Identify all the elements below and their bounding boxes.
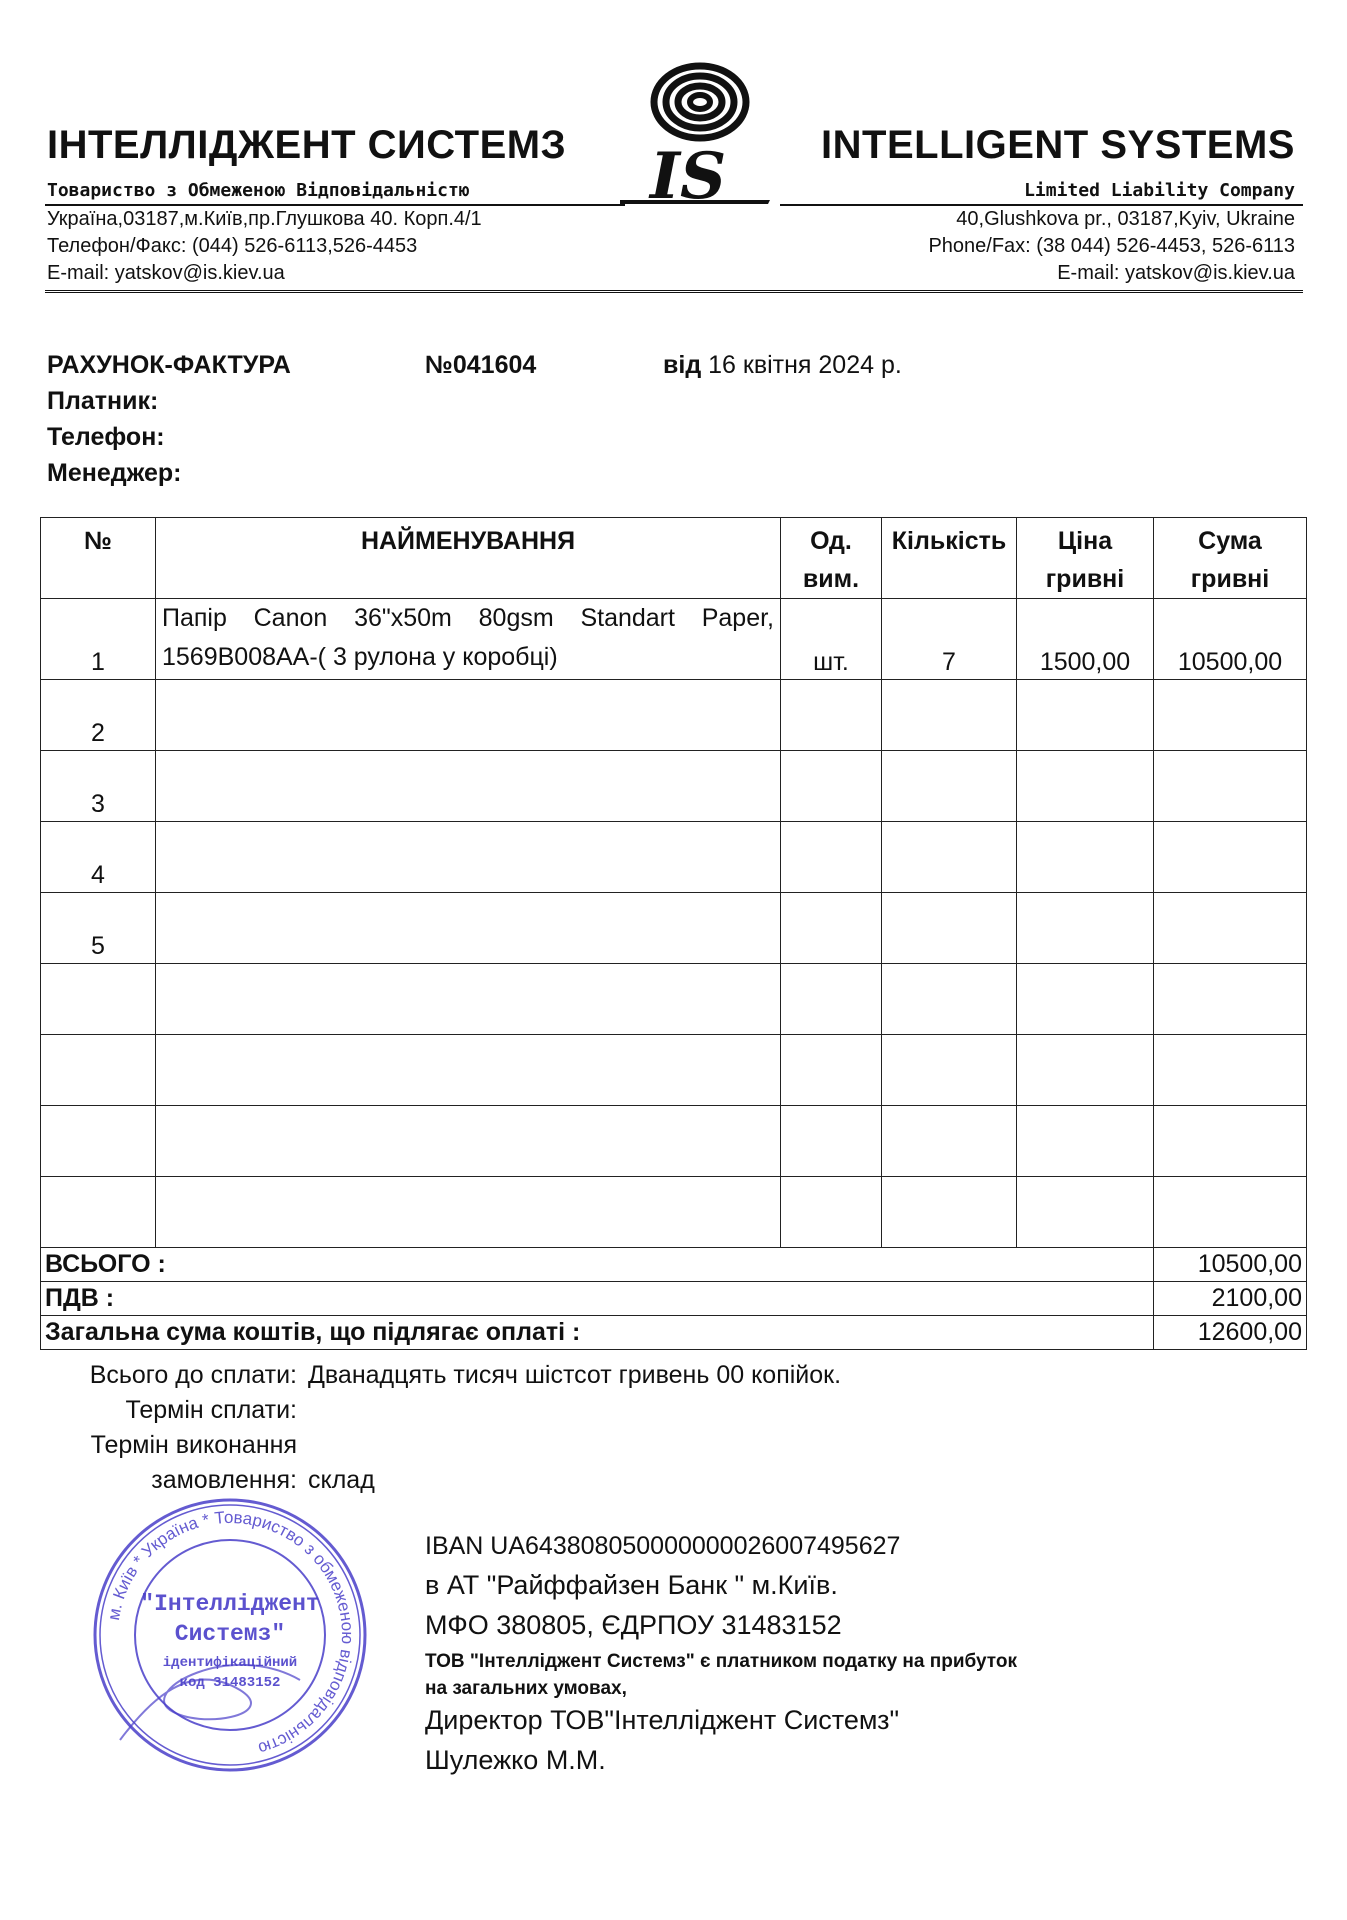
row-qty xyxy=(882,1177,1017,1248)
row-sum: 10500,00 xyxy=(1154,599,1307,680)
table-row xyxy=(41,1106,1307,1177)
col-header-qty: Кількість xyxy=(882,518,1017,599)
svg-text:IS: IS xyxy=(650,139,727,212)
col-header-num: № xyxy=(41,518,156,599)
row-unit xyxy=(781,1177,882,1248)
row-unit xyxy=(781,751,882,822)
items-table xyxy=(40,517,1307,1350)
row-qty xyxy=(882,751,1017,822)
mfo-edrpou: МФО 380805, ЄДРПОУ 31483152 xyxy=(425,1610,842,1640)
total-label: ВСЬОГО : xyxy=(41,1248,1154,1282)
director-title: Директор ТОВ"Інтелліджент Системз" xyxy=(425,1705,900,1735)
row-sum xyxy=(1154,1035,1307,1106)
address-ua: Україна,03187,м.Київ,пр.Глушкова 40. Корп.4/1 xyxy=(47,208,482,230)
llc-label-en: Limited Liability Company xyxy=(1024,180,1295,201)
row-name xyxy=(156,680,781,751)
table-header-row xyxy=(41,518,1307,599)
row-name xyxy=(156,893,781,964)
phone-label: Телефон: xyxy=(47,423,165,451)
address-divider xyxy=(45,290,1303,293)
row-name xyxy=(156,1177,781,1248)
svg-text:м. Київ * Україна * Товариство: м. Київ * Україна * Товариство з обмеженою відповідальністю xyxy=(103,1507,358,1759)
grand-total-row xyxy=(41,1316,1307,1350)
vat-row xyxy=(41,1282,1307,1316)
row-sum xyxy=(1154,1177,1307,1248)
svg-text:Системз": Системз" xyxy=(174,1621,286,1647)
row-price xyxy=(1017,751,1154,822)
row-num: 4 xyxy=(41,822,156,893)
row-price: 1500,00 xyxy=(1017,599,1154,680)
table-row xyxy=(41,964,1307,1035)
company-logo xyxy=(620,62,780,212)
row-qty xyxy=(882,822,1017,893)
table-row xyxy=(41,1177,1307,1248)
row-num xyxy=(41,964,156,1035)
iban: IBAN UA643808050000000026007495627 xyxy=(425,1532,901,1560)
invoice-number: №041604 xyxy=(425,351,537,379)
row-unit xyxy=(781,1106,882,1177)
row-qty xyxy=(882,964,1017,1035)
company-name-ua: ІНТЕЛЛІДЖЕНТ СИСТЕМЗ xyxy=(47,123,567,167)
payment-term-label: Термін сплати: xyxy=(125,1396,297,1424)
phone-ua: Телефон/Факс: (044) 526-6113,526-4453 xyxy=(47,235,418,257)
row-qty xyxy=(882,893,1017,964)
company-name-en: INTELLIGENT SYSTEMS xyxy=(821,123,1295,167)
row-qty xyxy=(882,680,1017,751)
order-label: замовлення: xyxy=(151,1466,297,1494)
col-header-name: НАЙМЕНУВАННЯ xyxy=(156,518,781,599)
grand-total-label: Загальна сума коштів, що підлягає оплаті : xyxy=(41,1316,1154,1350)
row-name xyxy=(156,964,781,1035)
row-qty xyxy=(882,1035,1017,1106)
row-num: 5 xyxy=(41,893,156,964)
row-num xyxy=(41,1106,156,1177)
row-price xyxy=(1017,1035,1154,1106)
table-row xyxy=(41,751,1307,822)
row-price xyxy=(1017,893,1154,964)
table-row xyxy=(41,1035,1307,1106)
grand-total-value: 12600,00 xyxy=(1154,1316,1307,1350)
table-row xyxy=(41,599,1307,680)
svg-text:код 31483152: код 31483152 xyxy=(179,1675,281,1691)
row-unit xyxy=(781,1035,882,1106)
vat-value: 2100,00 xyxy=(1154,1282,1307,1316)
row-num: 3 xyxy=(41,751,156,822)
date-prefix: від xyxy=(663,351,702,379)
bank-name: в АТ "Райффайзен Банк " м.Київ. xyxy=(425,1570,838,1600)
row-price xyxy=(1017,1177,1154,1248)
row-name: Папір Canon 36"x50m 80gsm Standart Paper, 1569B008AA-( 3 рулона у коробці) xyxy=(156,599,781,680)
manager-label: Менеджер: xyxy=(47,459,182,487)
tax-note-line1: ТОВ "Інтелліджент Системз" є платником податку на прибуток xyxy=(425,1651,1017,1672)
phone-en: Phone/Fax: (38 044) 526-4453, 526-6113 xyxy=(928,235,1295,257)
row-unit xyxy=(781,893,882,964)
row-name xyxy=(156,751,781,822)
row-name xyxy=(156,1106,781,1177)
svg-text:"Інтелліджент: "Інтелліджент xyxy=(140,1591,320,1617)
row-unit xyxy=(781,964,882,1035)
row-num xyxy=(41,1035,156,1106)
row-name xyxy=(156,822,781,893)
company-stamp xyxy=(80,1490,380,1780)
row-unit: шт. xyxy=(781,599,882,680)
table-row xyxy=(41,822,1307,893)
col-header-sum: Сума гривні xyxy=(1154,518,1307,599)
invoice-title: РАХУНОК-ФАКТУРА xyxy=(47,351,291,379)
col-header-price: Ціна гривні xyxy=(1017,518,1154,599)
row-unit xyxy=(781,680,882,751)
tax-note-line2: на загальних умовах, xyxy=(425,1678,627,1699)
row-unit xyxy=(781,822,882,893)
address-en: 40,Glushkova pr., 03187,Kyiv, Ukraine xyxy=(956,208,1295,230)
col-header-unit: Од. вим. xyxy=(781,518,882,599)
row-sum xyxy=(1154,822,1307,893)
row-sum xyxy=(1154,751,1307,822)
total-due-label: Всього до сплати: xyxy=(89,1361,297,1389)
row-sum xyxy=(1154,893,1307,964)
row-price xyxy=(1017,964,1154,1035)
email-en: E-mail: yatskov@is.kiev.ua xyxy=(1057,262,1295,284)
row-num xyxy=(41,1177,156,1248)
row-price xyxy=(1017,1106,1154,1177)
invoice-date: 16 квітня 2024 р. xyxy=(708,351,902,379)
payer-label: Платник: xyxy=(47,387,159,415)
address-block-ua xyxy=(47,206,482,287)
total-row xyxy=(41,1248,1307,1282)
director-name: Шулежко М.М. xyxy=(425,1745,606,1775)
row-sum xyxy=(1154,1106,1307,1177)
invoice-date-line xyxy=(663,351,902,380)
row-name xyxy=(156,1035,781,1106)
address-block-en xyxy=(928,206,1295,287)
row-sum xyxy=(1154,680,1307,751)
row-qty xyxy=(882,1106,1017,1177)
row-sum xyxy=(1154,964,1307,1035)
svg-text:ідентифікаційний: ідентифікаційний xyxy=(162,1655,298,1671)
total-value: 10500,00 xyxy=(1154,1248,1307,1282)
table-row xyxy=(41,680,1307,751)
row-num: 2 xyxy=(41,680,156,751)
row-price xyxy=(1017,822,1154,893)
row-qty: 7 xyxy=(882,599,1017,680)
execution-term-value: склад xyxy=(308,1466,375,1494)
total-due-words: Дванадцять тисяч шістсот гривень 00 копійок. xyxy=(308,1361,842,1389)
vat-label: ПДВ : xyxy=(41,1282,1154,1316)
email-ua: E-mail: yatskov@is.kiev.ua xyxy=(47,262,285,284)
table-row xyxy=(41,893,1307,964)
row-num: 1 xyxy=(41,599,156,680)
row-price xyxy=(1017,680,1154,751)
llc-label-ua: Товариство з Обмеженою Відповідальністю xyxy=(47,180,470,201)
execution-term-label: Термін виконання xyxy=(90,1431,297,1459)
